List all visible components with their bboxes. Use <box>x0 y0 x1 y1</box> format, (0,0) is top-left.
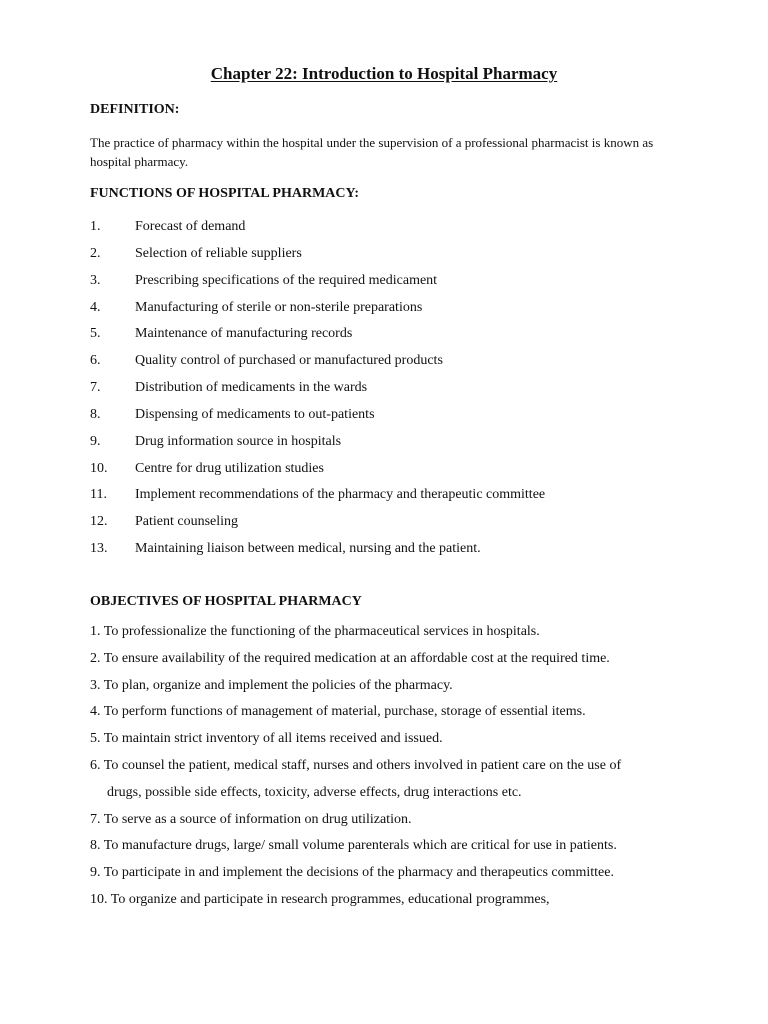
function-item <box>90 539 710 566</box>
function-text: Distribution of medicaments in the wards <box>135 380 368 396</box>
function-item <box>90 298 710 325</box>
definition-heading: DEFINITION: <box>90 102 180 117</box>
objective-text: 9. To participate in and implement the decisions of the pharmacy and therapeutics committee. <box>90 865 614 881</box>
function-text: Maintaining liaison between medical, nursing and the patient. <box>135 541 481 557</box>
function-text: Dispensing of medicaments to out-patients <box>135 406 375 422</box>
function-number: 6. <box>90 353 101 369</box>
function-text: Implement recommendations of the pharmacy and therapeutic committee <box>135 487 546 503</box>
function-number: 5. <box>90 326 101 342</box>
function-number: 1. <box>90 219 101 234</box>
objective-text: 1. To professionalize the functioning of the pharmaceutical services in hospitals. <box>90 624 540 639</box>
function-item <box>90 512 710 539</box>
function-item <box>90 217 710 244</box>
function-text: Maintenance of manufacturing records <box>135 326 353 342</box>
objective-item <box>90 860 690 887</box>
function-number: 2. <box>90 245 101 261</box>
function-item <box>90 244 710 271</box>
function-number: 10. <box>90 460 108 476</box>
objective-text: 6. To counsel the patient, medical staff, nurses and others involved in patient care on the use of <box>90 757 622 773</box>
function-item <box>90 432 710 459</box>
function-item <box>90 405 710 432</box>
function-number: 4. <box>90 299 101 315</box>
function-text: Drug information source in hospitals <box>135 433 342 449</box>
function-number: 12. <box>90 514 108 530</box>
function-item <box>90 459 710 486</box>
objective-text: 7. To serve as a source of information on drug utilization. <box>90 811 412 827</box>
functions-list <box>90 217 710 566</box>
function-text: Manufacturing of sterile or non-sterile preparations <box>135 299 423 315</box>
objective-text: 4. To perform functions of management of material, purchase, storage of essential items. <box>90 704 586 720</box>
objective-text: 2. To ensure availability of the required medication at an affordable cost at the required time. <box>90 650 610 666</box>
objective-continuation: drugs, possible side effects, toxicity, adverse effects, drug interactions etc. <box>107 784 522 800</box>
definition-text: The practice of pharmacy within the hospital under the supervision of a professional pharmacist is known as hospital pharmacy. <box>90 135 654 169</box>
objective-item <box>90 726 690 753</box>
function-text: Patient counseling <box>135 514 239 530</box>
objective-item <box>90 646 690 673</box>
objective-text: 5. To maintain strict inventory of all items received and issued. <box>90 731 443 747</box>
objective-item <box>90 619 690 646</box>
chapter-title: Chapter 22: Introduction to Hospital Pharmacy <box>210 64 558 83</box>
objective-item <box>90 833 690 860</box>
function-text: Prescribing specifications of the required medicament <box>135 272 438 288</box>
function-number: 13. <box>90 541 108 557</box>
function-item <box>90 271 710 298</box>
function-item <box>90 378 710 405</box>
function-number: 7. <box>90 380 101 396</box>
objectives-heading: OBJECTIVES OF HOSPITAL PHARMACY <box>90 594 362 609</box>
function-number: 9. <box>90 433 101 449</box>
objectives-list <box>90 619 690 914</box>
function-item <box>90 351 710 378</box>
function-text: Centre for drug utilization studies <box>135 460 324 476</box>
function-text: Selection of reliable suppliers <box>135 245 302 261</box>
function-text: Forecast of demand <box>135 219 246 234</box>
function-item <box>90 485 710 512</box>
objective-item <box>90 699 690 726</box>
objective-text: 10. To organize and participate in research programmes, educational programmes, <box>90 891 550 907</box>
objective-item <box>90 673 690 700</box>
objective-text: 3. To plan, organize and implement the policies of the pharmacy. <box>90 677 453 693</box>
objective-item <box>90 887 690 914</box>
function-number: 11. <box>90 487 107 503</box>
objective-item <box>90 753 690 807</box>
function-number: 3. <box>90 272 101 288</box>
function-text: Quality control of purchased or manufactured products <box>135 353 443 369</box>
function-number: 8. <box>90 406 101 422</box>
objective-item <box>90 807 690 834</box>
functions-heading: FUNCTIONS OF HOSPITAL PHARMACY: <box>90 186 360 201</box>
objective-text: 8. To manufacture drugs, large/ small volume parenterals which are critical for use in patients. <box>90 838 617 854</box>
function-item <box>90 324 710 351</box>
